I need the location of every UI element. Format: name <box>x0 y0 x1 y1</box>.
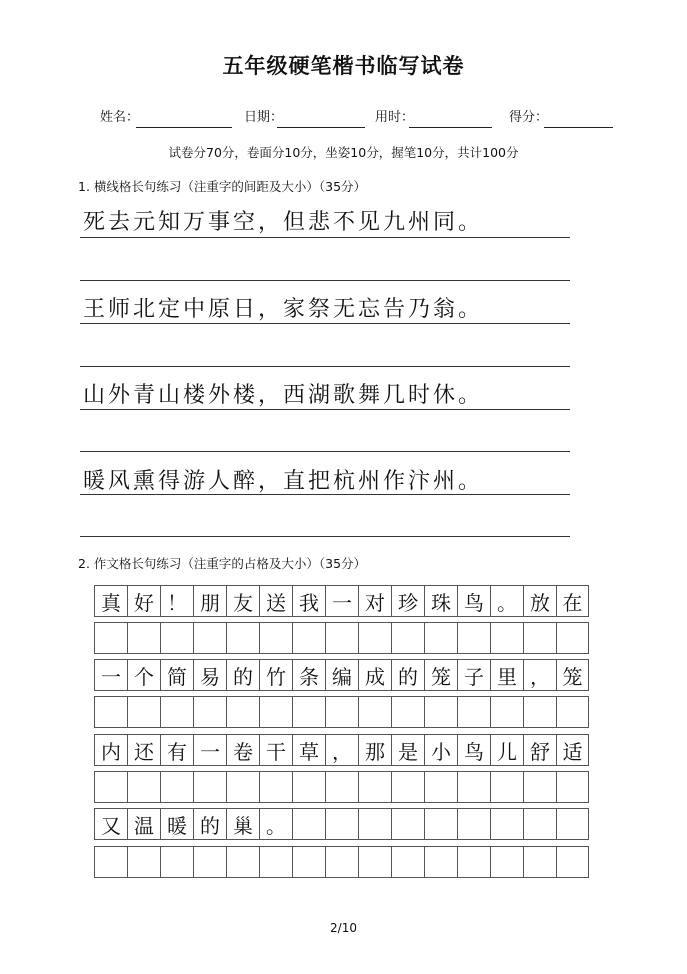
grid-cell[interactable] <box>391 771 424 803</box>
grid-cell: 又 <box>94 808 127 840</box>
grid-cell: 对 <box>358 585 391 617</box>
grid-cell: 内 <box>94 734 127 766</box>
grid-cell: 有 <box>160 734 193 766</box>
time-label: 用时： <box>375 110 415 125</box>
date-field[interactable] <box>277 127 365 128</box>
grid-cell[interactable] <box>292 771 325 803</box>
grid-cell[interactable] <box>127 846 160 878</box>
grid-cell[interactable] <box>94 846 127 878</box>
grid-cell: 编 <box>325 659 358 691</box>
grid-cell[interactable] <box>127 622 160 654</box>
grid-cell: 易 <box>193 659 226 691</box>
writing-line[interactable] <box>80 494 570 495</box>
writing-line[interactable] <box>80 323 570 324</box>
grid-cell: 在 <box>556 585 589 617</box>
grid-cell: 鸟 <box>457 734 490 766</box>
grid-cell[interactable] <box>193 622 226 654</box>
grid-cell: 鸟 <box>457 585 490 617</box>
grid-cell: 儿 <box>490 734 523 766</box>
grid-cell: 放 <box>523 585 556 617</box>
sentence-3: 山外青山楼外楼，西湖歌舞几时休。 <box>83 383 484 408</box>
grid-cell: 的 <box>391 659 424 691</box>
grid-cell[interactable] <box>226 622 259 654</box>
grid-cell: 是 <box>391 734 424 766</box>
grid-cell: ， <box>523 659 556 691</box>
grid-cell: 的 <box>193 808 226 840</box>
grid-cell: 一 <box>325 585 358 617</box>
grid-row <box>94 734 589 766</box>
grid-cell[interactable] <box>556 696 589 728</box>
grid-cell[interactable] <box>358 808 391 840</box>
grid-cell: 还 <box>127 734 160 766</box>
grid-row <box>94 846 589 878</box>
grid-cell[interactable] <box>556 771 589 803</box>
grid-cell: 小 <box>424 734 457 766</box>
section1-title: 1. 横线格长句练习（注重字的间距及大小）（35分） <box>78 179 367 194</box>
grid-cell[interactable] <box>523 771 556 803</box>
grid-cell[interactable] <box>193 846 226 878</box>
grid-cell: 真 <box>94 585 127 617</box>
grid-row <box>94 585 589 617</box>
grid-cell[interactable] <box>523 846 556 878</box>
grid-cell[interactable] <box>457 622 490 654</box>
grid-cell[interactable] <box>424 808 457 840</box>
grid-cell: 的 <box>226 659 259 691</box>
page-number: 2/10 <box>330 921 357 935</box>
grid-cell[interactable] <box>523 696 556 728</box>
grid-cell[interactable] <box>160 696 193 728</box>
score-field[interactable] <box>544 127 613 128</box>
writing-line[interactable] <box>80 237 570 238</box>
grid-cell: 友 <box>226 585 259 617</box>
name-label: 姓名： <box>100 110 140 125</box>
grid-row <box>94 771 589 803</box>
grid-cell[interactable] <box>292 846 325 878</box>
writing-line[interactable] <box>80 366 570 367</box>
sentence-1: 死去元知万事空，但悲不见九州同。 <box>83 210 484 235</box>
grid-cell[interactable] <box>457 846 490 878</box>
grid-cell[interactable] <box>490 846 523 878</box>
grid-cell[interactable] <box>160 846 193 878</box>
grid-cell: 适 <box>556 734 589 766</box>
grid-cell[interactable] <box>457 808 490 840</box>
info-row <box>0 106 687 130</box>
grid-cell[interactable] <box>391 696 424 728</box>
grid-cell: 竹 <box>259 659 292 691</box>
grid-cell: 好 <box>127 585 160 617</box>
grid-cell: 珠 <box>424 585 457 617</box>
grid-cell: 草 <box>292 734 325 766</box>
grid-cell: 巢 <box>226 808 259 840</box>
grid-cell[interactable] <box>226 846 259 878</box>
grid-cell: 。 <box>490 585 523 617</box>
grid-cell[interactable] <box>325 622 358 654</box>
grid-cell[interactable] <box>226 696 259 728</box>
grid-cell[interactable] <box>523 808 556 840</box>
grid-cell: 笼 <box>556 659 589 691</box>
grid-cell[interactable] <box>391 808 424 840</box>
page-title: 五年级硬笔楷书临写试卷 <box>222 54 465 78</box>
grid-cell[interactable] <box>358 696 391 728</box>
grid-row <box>94 808 589 840</box>
grid-cell: 简 <box>160 659 193 691</box>
grid-cell[interactable] <box>325 696 358 728</box>
grid-cell[interactable] <box>193 696 226 728</box>
grid-cell[interactable] <box>259 846 292 878</box>
scoring-rules: 试卷分70分，卷面分10分，坐姿10分，握笔10分，共计100分 <box>168 145 519 160</box>
grid-cell[interactable] <box>358 622 391 654</box>
grid-cell: 子 <box>457 659 490 691</box>
grid-cell[interactable] <box>457 771 490 803</box>
sentence-4: 暖风熏得游人醉，直把杭州作汴州。 <box>83 469 484 494</box>
grid-cell[interactable] <box>292 808 325 840</box>
grid-cell[interactable] <box>226 771 259 803</box>
writing-line[interactable] <box>80 409 570 410</box>
score-label: 得分： <box>509 110 549 125</box>
grid-cell: 个 <box>127 659 160 691</box>
grid-cell: 珍 <box>391 585 424 617</box>
grid-cell: 送 <box>259 585 292 617</box>
grid-cell[interactable] <box>556 622 589 654</box>
grid-cell[interactable] <box>424 696 457 728</box>
grid-cell[interactable] <box>94 696 127 728</box>
grid-cell[interactable] <box>358 846 391 878</box>
grid-cell: ， <box>325 734 358 766</box>
name-field[interactable] <box>136 127 232 128</box>
grid-cell: 朋 <box>193 585 226 617</box>
grid-cell[interactable] <box>424 622 457 654</box>
date-label: 日期： <box>244 110 284 125</box>
writing-line[interactable] <box>80 451 570 452</box>
grid-cell: 暖 <box>160 808 193 840</box>
grid-cell[interactable] <box>94 622 127 654</box>
grid-cell: 成 <box>358 659 391 691</box>
grid-cell[interactable] <box>160 622 193 654</box>
grid-row <box>94 622 589 654</box>
grid-cell[interactable] <box>556 846 589 878</box>
grid-cell: 一 <box>94 659 127 691</box>
grid-cell[interactable] <box>193 771 226 803</box>
grid-cell: 。 <box>259 808 292 840</box>
grid-cell[interactable] <box>127 771 160 803</box>
grid-cell[interactable] <box>424 846 457 878</box>
grid-cell[interactable] <box>94 771 127 803</box>
grid-cell[interactable] <box>490 696 523 728</box>
grid-cell: 条 <box>292 659 325 691</box>
grid-cell: 那 <box>358 734 391 766</box>
grid-cell: 我 <box>292 585 325 617</box>
grid-cell[interactable] <box>391 622 424 654</box>
grid-cell[interactable] <box>490 771 523 803</box>
grid-cell: 里 <box>490 659 523 691</box>
time-field[interactable] <box>409 127 492 128</box>
grid-row <box>94 696 589 728</box>
grid-cell[interactable] <box>160 771 193 803</box>
grid-cell[interactable] <box>259 696 292 728</box>
grid-cell[interactable] <box>325 808 358 840</box>
grid-cell: 舒 <box>523 734 556 766</box>
grid-cell[interactable] <box>556 808 589 840</box>
sentence-2: 王师北定中原日，家祭无忘告乃翁。 <box>83 297 484 322</box>
writing-line[interactable] <box>80 280 570 281</box>
grid-cell[interactable] <box>292 622 325 654</box>
grid-cell: 卷 <box>226 734 259 766</box>
grid-cell[interactable] <box>259 622 292 654</box>
grid-cell: 温 <box>127 808 160 840</box>
grid-cell[interactable] <box>325 771 358 803</box>
grid-cell[interactable] <box>358 771 391 803</box>
grid-cell: 干 <box>259 734 292 766</box>
grid-cell[interactable] <box>259 771 292 803</box>
grid-cell[interactable] <box>292 696 325 728</box>
grid-cell: ！ <box>160 585 193 617</box>
writing-line[interactable] <box>80 536 570 537</box>
grid-cell[interactable] <box>523 622 556 654</box>
section2-title: 2. 作文格长句练习（注重字的占格及大小）（35分） <box>78 556 367 571</box>
grid-cell: 笼 <box>424 659 457 691</box>
grid-cell: 一 <box>193 734 226 766</box>
grid-cell[interactable] <box>490 808 523 840</box>
grid-cell[interactable] <box>391 846 424 878</box>
grid-cell[interactable] <box>127 696 160 728</box>
grid-row <box>94 659 589 691</box>
grid-cell[interactable] <box>325 846 358 878</box>
grid-cell[interactable] <box>424 771 457 803</box>
grid-cell[interactable] <box>457 696 490 728</box>
grid-cell[interactable] <box>490 622 523 654</box>
